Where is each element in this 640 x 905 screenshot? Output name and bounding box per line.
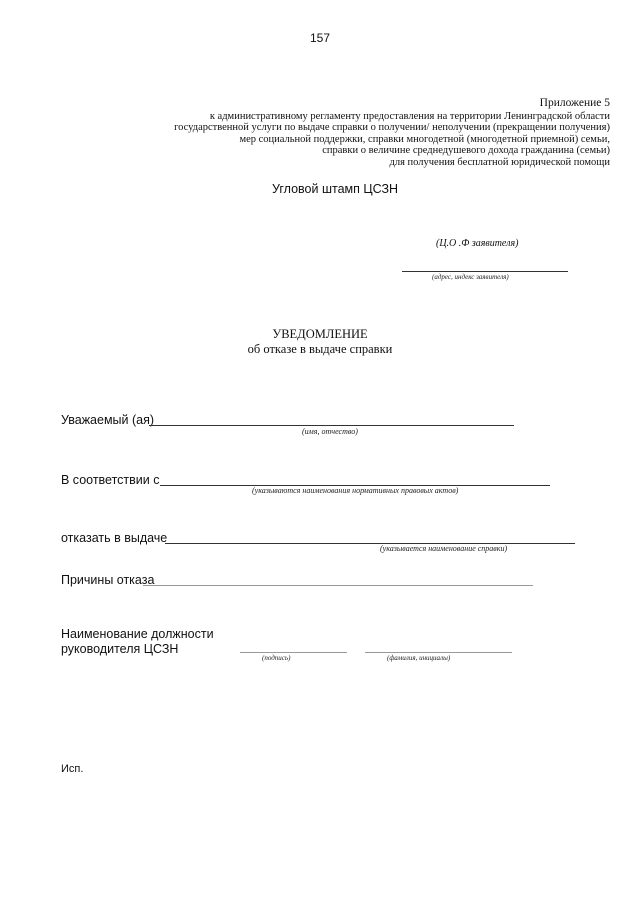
appendix-title: Приложение 5 [539, 97, 610, 109]
greeting-label: Уважаемый (ая) [61, 413, 155, 427]
appendix-header [174, 98, 610, 169]
document-subtitle: об отказе в выдаче справки [247, 342, 393, 356]
signature-caption: (подпись) [262, 654, 291, 662]
reasons-label: Причины отказа [61, 573, 155, 587]
executor-label: Исп. [61, 763, 84, 775]
applicant-name-label: (Ц.О .Ф заявителя) [436, 238, 519, 249]
appendix-line: мер социальной поддержки, справки многодетной (многодетной приемной) семьи, [239, 133, 610, 145]
accordance-label: В соответствии с [61, 473, 160, 487]
accordance-caption: (указываются наименования нормативных правовых актов) [252, 486, 459, 495]
greeting-line [149, 425, 514, 426]
appendix-line: справки о величине среднедушевого дохода гражданина (семьи) [322, 145, 610, 157]
name-line [365, 652, 512, 653]
name-caption: (фамилия, инициалы) [387, 654, 451, 662]
page-number: 157 [309, 31, 331, 45]
refuse-label: отказать в выдаче [61, 531, 168, 545]
appendix-line: к административному регламенту предоставления на территории Ленинградской области [209, 110, 610, 122]
applicant-address-line [402, 271, 568, 272]
position-line-2: руководителя ЦСЗН [61, 642, 179, 656]
document-heading [0, 327, 640, 357]
greeting-caption: (имя, отчество) [302, 427, 358, 436]
appendix-line: для получения бесплатной юридической помощи [389, 156, 610, 168]
refuse-caption: (указывается наименование справки) [380, 544, 508, 553]
corner-stamp-label: Угловой штамп ЦСЗН [272, 182, 399, 196]
reasons-line [143, 585, 533, 586]
appendix-line: государственной услуги по выдаче справки о получении/ неполучении (прекращении получения) [174, 122, 610, 134]
document-title: УВЕДОМЛЕНИЕ [272, 327, 368, 341]
refuse-line [165, 543, 575, 544]
signature-line [240, 652, 347, 653]
position-line-1: Наименование должности [61, 627, 214, 641]
applicant-address-caption: (адрес, индекс заявителя) [432, 273, 509, 281]
position-title [61, 627, 214, 657]
